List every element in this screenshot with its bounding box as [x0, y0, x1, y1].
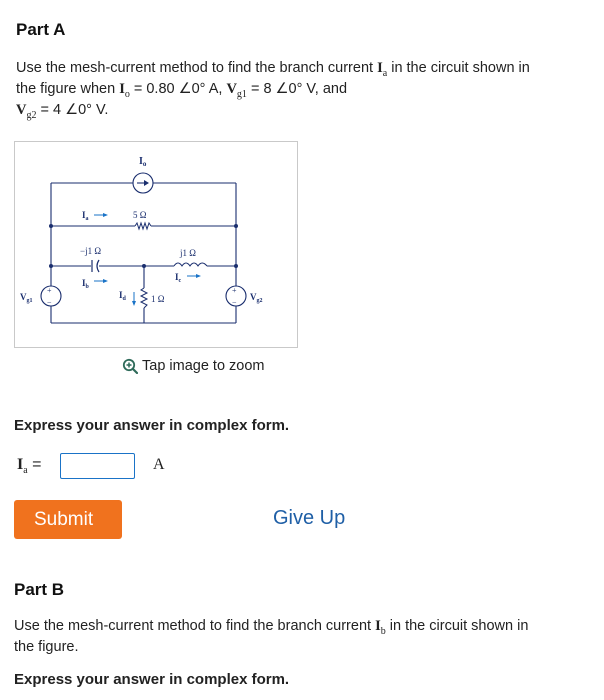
arrow-ib-head — [103, 279, 108, 283]
part-a-problem-line2: the figure when $I_o = 0.80$ ∠0° A, $V_{g1} = 8$ ∠0° V, and — [16, 81, 348, 100]
label-ic: $I_c$ — [175, 272, 182, 284]
node-dot — [234, 264, 238, 268]
label-ia: $I_a$ — [82, 210, 89, 222]
node-dot — [49, 224, 53, 228]
part-a-problem-line3: $V_{g2} = 4$ ∠0° V. — [16, 102, 109, 121]
svg-text:+: + — [232, 286, 237, 295]
arrow-ia-head — [103, 213, 108, 217]
svg-text:+: + — [47, 286, 52, 295]
part-b-problem-line2: the figure. — [14, 639, 79, 655]
resistor-5ohm — [135, 223, 151, 229]
circuit-figure[interactable] — [14, 141, 298, 348]
circuit-wires — [51, 183, 236, 323]
label-vg1: $V_{g1}$ — [20, 292, 33, 304]
zoom-in-icon — [122, 358, 138, 374]
capacitor-neg-j1 — [92, 260, 99, 272]
node-dot — [142, 264, 146, 268]
label-cap: −j1 Ω — [80, 246, 102, 256]
give-up-link[interactable]: Give Up — [273, 507, 346, 529]
label-io: $I_o$ — [139, 156, 147, 168]
submit-button[interactable]: Submit — [14, 500, 122, 539]
label-ib: $I_b$ — [82, 278, 89, 290]
part-a-title: Part A — [16, 20, 66, 39]
zoom-hint-text: Tap image to zoom — [142, 358, 265, 374]
part-b-instruction: Express your answer in complex form. — [14, 671, 290, 688]
node-dot — [49, 264, 53, 268]
label-1ohm: 1 Ω — [151, 294, 165, 304]
label-ind: j1 Ω — [180, 248, 196, 258]
voltage-source-vg1 — [41, 286, 61, 307]
circuit-diagram — [15, 142, 297, 347]
answer-unit: A — [153, 456, 165, 473]
node-dot — [234, 224, 238, 228]
part-a-instruction: Express your answer in complex form. — [14, 417, 290, 434]
label-5ohm: 5 Ω — [133, 210, 147, 220]
arrow-ic-head — [196, 274, 201, 278]
svg-text:−: − — [47, 298, 52, 307]
answer-label: $I_a$ = — [17, 456, 42, 477]
resistor-1ohm — [141, 288, 147, 308]
inductor-j1 — [174, 263, 207, 266]
current-source-io — [133, 173, 153, 193]
part-b-problem-line1: Use the mesh-current method to find the branch current $I_b$ in the circuit shown in — [14, 618, 529, 637]
part-b-title: Part B — [14, 580, 65, 599]
part-b-problem — [14, 616, 594, 658]
answer-input[interactable] — [60, 453, 135, 479]
part-a-problem — [16, 58, 596, 121]
zoom-hint[interactable] — [122, 358, 265, 374]
label-vg2: $V_{g2}$ — [250, 292, 263, 304]
voltage-source-vg2 — [226, 286, 246, 307]
arrow-id-head — [132, 301, 136, 306]
label-id: $I_d$ — [119, 290, 126, 302]
svg-text:−: − — [232, 298, 237, 307]
part-a-problem-line1: Use the mesh-current method to find the branch current $I_a$ in the circuit shown in — [16, 60, 530, 79]
